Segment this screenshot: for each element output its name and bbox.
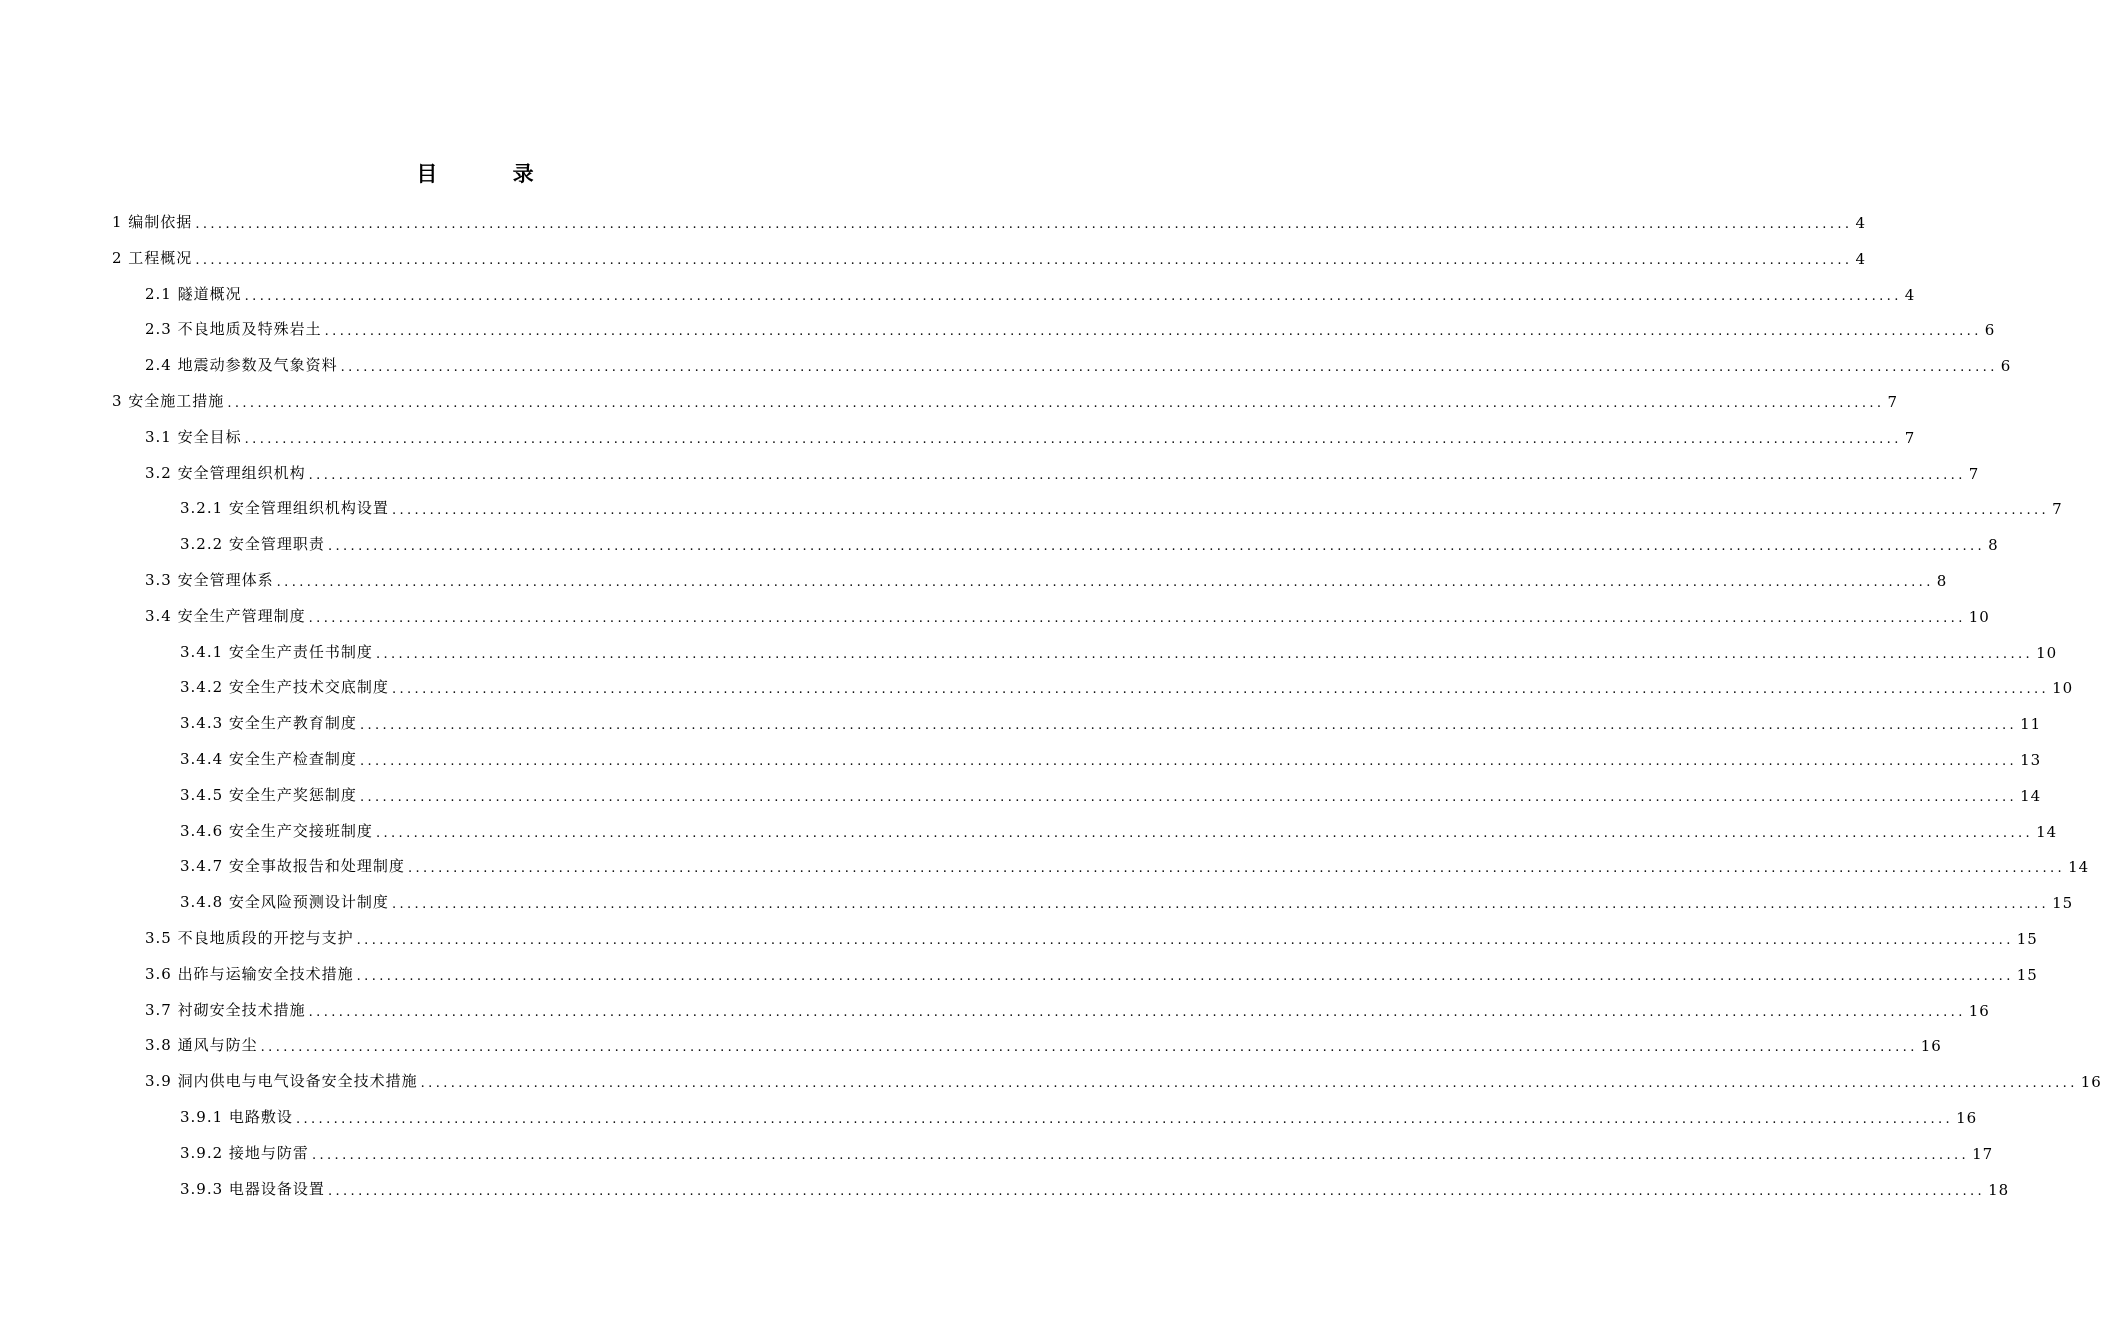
toc-entry-label: 3.1 安全目标 — [145, 427, 242, 446]
toc-entry-page-number: 15 — [2016, 965, 2038, 984]
toc-entry[interactable] — [180, 817, 2058, 841]
toc-dot-leader: ............................................................................................................................................................................................................................ — [391, 897, 2050, 913]
toc-entry-label: 3.5 不良地质段的开挖与支护 — [145, 929, 354, 947]
toc-entry-label: 3.2.2 安全管理职责 — [180, 535, 325, 554]
toc-entry-label: 3.2 安全管理组织机构 — [145, 463, 306, 482]
toc-entry-label: 3.4.5 安全生产奖惩制度 — [180, 785, 357, 804]
toc-dot-leader: ............................................................................................................................................................................................................................ — [356, 968, 2014, 984]
toc-dot-leader: ............................................................................................................................................................................................................................ — [391, 503, 2050, 519]
toc-entry-label: 3.4.1 安全生产责任书制度 — [180, 642, 373, 661]
toc-entry-page-number: 11 — [2020, 715, 2042, 734]
toc-entry[interactable] — [145, 602, 1990, 626]
toc-entry-label: 2 工程概况 — [112, 248, 193, 267]
toc-dot-leader: ............................................................................................................................................................................................................................ — [327, 539, 1986, 555]
toc-entry-label: 3.9.1 电路敷设 — [180, 1108, 293, 1126]
toc-entry[interactable] — [180, 673, 2074, 698]
toc-entry[interactable] — [180, 852, 2090, 877]
toc-entry-label: 3.4.7 安全事故报告和处理制度 — [180, 857, 405, 876]
toc-entry-label: 3.4.6 安全生产交接班制度 — [180, 821, 373, 840]
toc-entry[interactable] — [145, 1067, 2102, 1092]
toc-entry[interactable] — [112, 244, 1866, 268]
toc-entry[interactable] — [112, 387, 1898, 411]
toc-dot-leader: ............................................................................................................................................................................................................................ — [308, 467, 1966, 483]
toc-dot-leader: ............................................................................................................................................................................................................................ — [195, 252, 1853, 268]
toc-entry-page-number: 4 — [1904, 285, 1916, 304]
toc-entry-page-number: 15 — [2016, 930, 2038, 948]
toc-entry[interactable] — [145, 280, 1916, 304]
toc-entry-page-number: 7 — [1887, 393, 1898, 411]
toc-entry[interactable] — [180, 494, 2063, 519]
toc-dot-leader: ............................................................................................................................................................................................................................ — [311, 1147, 1970, 1163]
toc-entry[interactable] — [145, 459, 1980, 483]
toc-entry[interactable] — [180, 530, 1999, 555]
toc-entry-label: 3.2.1 安全管理组织机构设置 — [180, 499, 389, 518]
toc-entry-page-number: 14 — [2068, 858, 2090, 877]
toc-entry-label: 2.3 不良地质及特殊岩土 — [145, 320, 322, 339]
toc-entry[interactable] — [145, 423, 1916, 447]
toc-dot-leader: ............................................................................................................................................................................................................................ — [195, 217, 1853, 232]
toc-entry[interactable] — [145, 566, 1948, 590]
toc-entry-label: 3.7 衬砌安全技术措施 — [145, 1000, 306, 1019]
toc-entry-page-number: 15 — [2052, 894, 2074, 913]
toc-dot-leader: ............................................................................................................................................................................................................................ — [359, 789, 2018, 805]
toc-entry-label: 2.4 地震动参数及气象资料 — [145, 356, 338, 375]
toc-entry[interactable] — [145, 996, 1990, 1020]
toc-entry[interactable] — [145, 1031, 1942, 1056]
toc-entry-label: 3.9 洞内供电与电气设备安全技术措施 — [145, 1072, 418, 1091]
toc-entry-page-number: 8 — [1988, 536, 1999, 555]
toc-entry-page-number: 8 — [1936, 572, 1948, 590]
toc-entry[interactable] — [180, 1103, 1978, 1127]
toc-entry-label: 2.1 隧道概况 — [145, 284, 242, 303]
toc-dot-leader: ............................................................................................................................................................................................................................ — [227, 396, 1885, 411]
toc-entry[interactable] — [180, 745, 2042, 769]
toc-entry-label: 3.4.3 安全生产教育制度 — [180, 714, 357, 733]
toc-entry[interactable] — [145, 960, 2038, 984]
toc-entry-page-number: 10 — [2036, 643, 2058, 662]
toc-dot-leader: ............................................................................................................................................................................................................................ — [276, 575, 1934, 590]
toc-entry-page-number: 4 — [1855, 249, 1866, 268]
toc-dot-leader: ............................................................................................................................................................................................................................ — [375, 646, 2034, 662]
toc-title: 目 录 — [416, 162, 568, 186]
toc-entry-label: 1 编制依据 — [112, 213, 193, 231]
toc-dot-leader: ............................................................................................................................................................................................................................ — [356, 933, 2014, 948]
toc-entry-label: 3.6 出砟与运输安全技术措施 — [145, 964, 354, 983]
toc-dot-leader: ............................................................................................................................................................................................................................ — [391, 682, 2050, 698]
toc-entry-label: 3.4 安全生产管理制度 — [145, 606, 306, 625]
toc-dot-leader: ............................................................................................................................................................................................................................ — [327, 1183, 1986, 1199]
toc-entry[interactable] — [180, 1139, 1994, 1163]
toc-entry-page-number: 6 — [2000, 357, 2012, 376]
toc-dot-leader: ............................................................................................................................................................................................................................ — [295, 1112, 1954, 1127]
toc-entry[interactable] — [180, 888, 2074, 913]
toc-entry-page-number: 4 — [1855, 214, 1866, 232]
toc-entry[interactable] — [112, 208, 1866, 232]
toc-entry[interactable] — [145, 315, 1996, 340]
toc-entry[interactable] — [180, 781, 2042, 805]
toc-entry[interactable] — [145, 924, 2038, 948]
toc-dot-leader: ............................................................................................................................................................................................................................ — [359, 754, 2018, 769]
toc-entry[interactable] — [145, 351, 2012, 376]
toc-entry-page-number: 16 — [1920, 1037, 1942, 1056]
toc-dot-leader: ............................................................................................................................................................................................................................ — [420, 1076, 2078, 1092]
toc-entry-page-number: 7 — [2052, 500, 2063, 519]
toc-dot-leader: ............................................................................................................................................................................................................................ — [324, 324, 1982, 340]
toc-entry[interactable] — [180, 1175, 2010, 1199]
toc-entry-page-number: 16 — [2080, 1073, 2102, 1092]
toc-entry-page-number: 17 — [1972, 1144, 1994, 1163]
toc-entry-page-number: 18 — [1988, 1180, 2010, 1199]
toc-dot-leader: ............................................................................................................................................................................................................................ — [359, 718, 2018, 734]
toc-entry-page-number: 14 — [2020, 786, 2042, 805]
toc-entry-label: 3.9.2 接地与防雷 — [180, 1143, 309, 1162]
toc-entry[interactable] — [180, 638, 2058, 662]
toc-dot-leader: ............................................................................................................................................................................................................................ — [260, 1040, 1918, 1056]
toc-dot-leader: ............................................................................................................................................................................................................................ — [244, 288, 1902, 304]
toc-entry[interactable] — [180, 709, 2042, 734]
toc-entry-label: 3.8 通风与防尘 — [145, 1036, 258, 1055]
toc-entry-label: 3.4.8 安全风险预测设计制度 — [180, 893, 389, 912]
toc-dot-leader: ............................................................................................................................................................................................................................ — [407, 861, 2066, 877]
toc-entry-page-number: 7 — [1904, 428, 1916, 447]
toc-entry-page-number: 7 — [1968, 464, 1980, 483]
toc-entry-page-number: 6 — [1984, 321, 1996, 340]
toc-dot-leader: ............................................................................................................................................................................................................................ — [340, 360, 1998, 376]
toc-entry-label: 3 安全施工措施 — [112, 392, 225, 410]
toc-entry-label: 3.3 安全管理体系 — [145, 571, 274, 589]
toc-dot-leader: ............................................................................................................................................................................................................................ — [308, 1004, 1966, 1020]
toc-entry-page-number: 14 — [2036, 822, 2058, 841]
toc-entry-label: 3.4.4 安全生产检查制度 — [180, 750, 357, 768]
toc-entry-page-number: 10 — [1968, 607, 1990, 626]
toc-entry-page-number: 16 — [1968, 1001, 1990, 1020]
toc-dot-leader: ............................................................................................................................................................................................................................ — [308, 610, 1966, 626]
toc-entry-label: 3.9.3 电器设备设置 — [180, 1179, 325, 1198]
toc-entry-page-number: 16 — [1956, 1109, 1978, 1127]
toc-entry-label: 3.4.2 安全生产技术交底制度 — [180, 678, 389, 697]
toc-dot-leader: ............................................................................................................................................................................................................................ — [244, 431, 1902, 447]
toc-entry-page-number: 13 — [2020, 751, 2042, 769]
toc-entry-page-number: 10 — [2052, 679, 2074, 698]
toc-dot-leader: ............................................................................................................................................................................................................................ — [375, 825, 2034, 841]
